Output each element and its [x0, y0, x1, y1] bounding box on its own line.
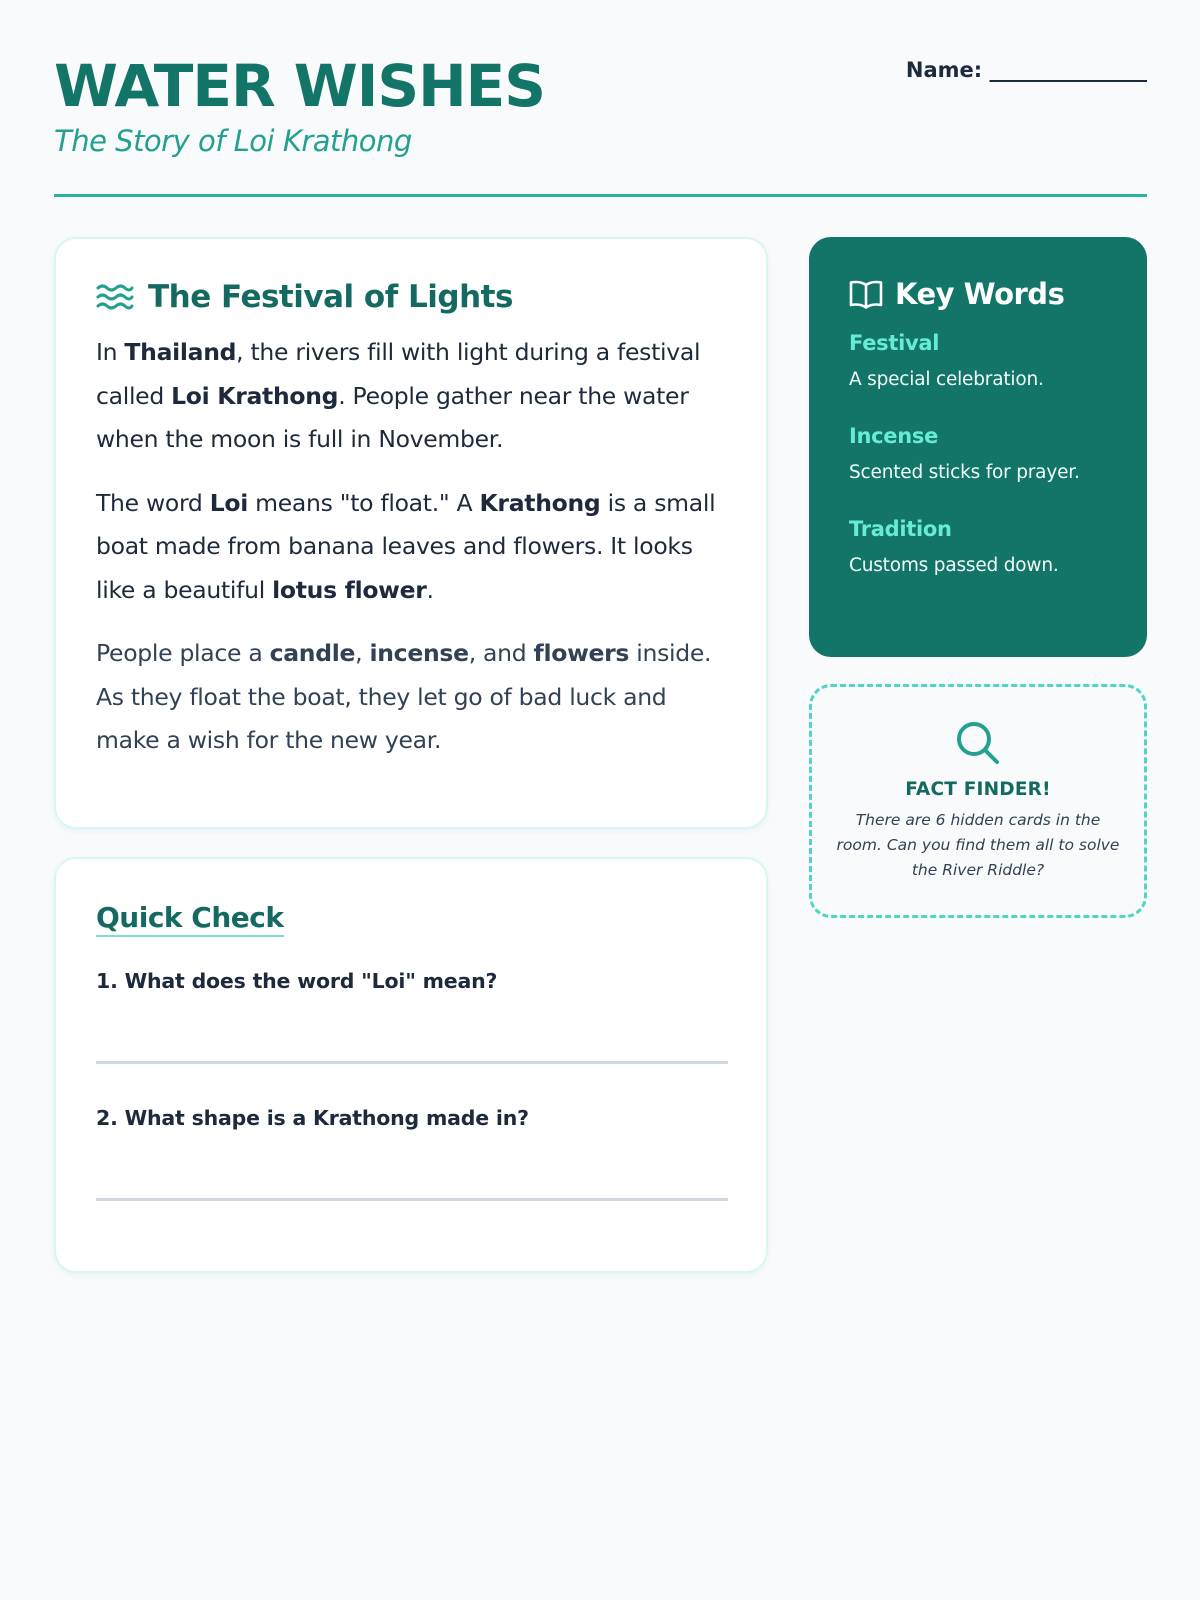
story-paragraph-1: In Thailand, the rivers fill with light during a festival called Loi Krathong. People gather near the water when the moon is full in November. [96, 338, 701, 453]
bold-term: lotus flower [272, 575, 427, 604]
waves-icon [96, 282, 134, 312]
keyword-incense [849, 424, 1107, 483]
story-heading [96, 279, 726, 315]
fact-finder-card [809, 684, 1147, 918]
answer-line-1[interactable] [96, 1061, 728, 1064]
bold-term: Loi [209, 488, 248, 517]
quick-check-card [54, 857, 768, 1273]
magnifier-icon [954, 719, 1002, 771]
key-words-card [809, 237, 1147, 657]
keyword-term: Incense [849, 424, 939, 448]
question-2: 2. What shape is a Krathong made in? [96, 1106, 529, 1130]
quick-check-heading: Quick Check [96, 901, 284, 937]
keyword-definition: Scented sticks for prayer. [849, 462, 1080, 483]
keyword-tradition [849, 517, 1107, 576]
keyword-term: Festival [849, 331, 940, 355]
keyword-definition: A special celebration. [849, 369, 1044, 390]
keyword-festival [849, 331, 1107, 390]
bold-term: Thailand [124, 338, 237, 366]
bold-term: Krathong [479, 488, 601, 517]
bold-term: Loi Krathong [171, 381, 339, 410]
keyword-definition: Customs passed down. [849, 555, 1059, 576]
bold-term: incense [369, 639, 469, 667]
story-card [54, 237, 768, 829]
story-heading-text: The Festival of Lights [148, 279, 513, 315]
key-words-heading-text: Key Words [895, 277, 1065, 311]
bold-term: flowers [533, 639, 630, 667]
keyword-term: Tradition [849, 517, 952, 541]
fact-finder-text: There are 6 hidden cards in the room. Can you find them all to solve the River Riddle? [836, 811, 1120, 879]
answer-line-2[interactable] [96, 1198, 728, 1201]
open-book-icon [849, 279, 883, 309]
worksheet-header [54, 52, 1147, 197]
question-1: 1. What does the word "Loi" mean? [96, 969, 498, 993]
page-subtitle: The Story of Loi Krathong [54, 124, 412, 158]
name-field: Name: _______________ [905, 58, 1147, 82]
page-title: WATER WISHES [54, 52, 546, 120]
fact-finder-heading: FACT FINDER! [905, 779, 1051, 800]
key-words-heading [849, 277, 1107, 311]
story-paragraph-2: The word Loi means "to float." A Krathong is a small boat made from banana leaves and flowers. It looks like a beautiful lotus flower. [96, 488, 716, 604]
bold-term: candle [269, 639, 356, 667]
story-paragraph-3: People place a candle, incense, and flowers inside. As they float the boat, they let go of bad luck and make a wish for the new year. [96, 639, 712, 754]
